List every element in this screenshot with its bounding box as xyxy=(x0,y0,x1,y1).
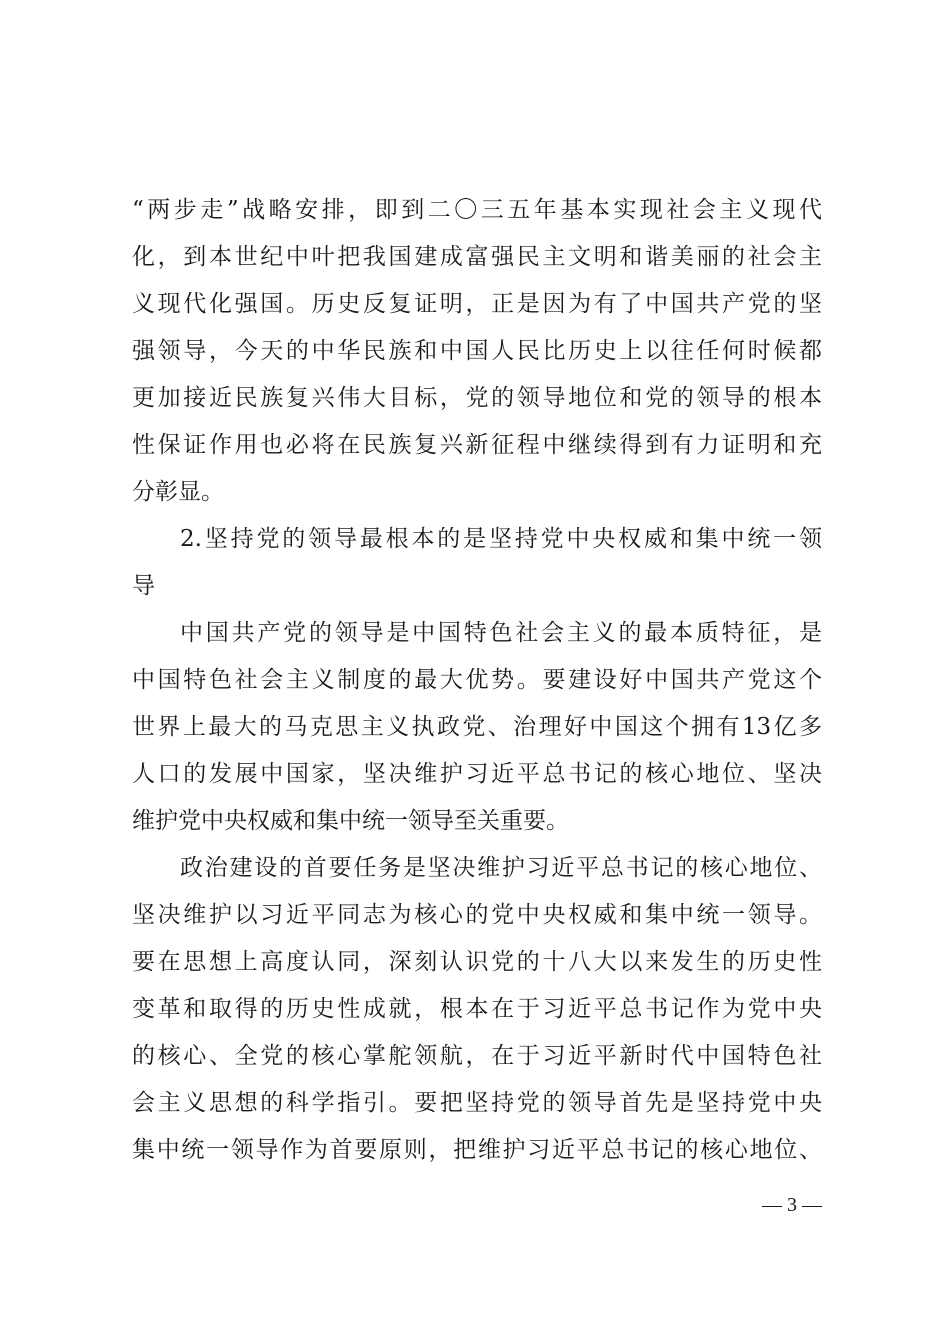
text-line: 世界上最大的马克思主义执政党、治理好中国这个拥有13亿多 xyxy=(132,714,822,740)
text-line: “两步走”战略安排，即到二〇三五年基本实现社会主义现代 xyxy=(132,197,822,223)
text-line: 强领导，今天的中华民族和中国人民比历史上以往任何时候都 xyxy=(132,338,822,364)
text-line: 人口的发展中国家，坚决维护习近平总书记的核心地位、坚决 xyxy=(132,761,822,787)
section-heading: 2.坚持党的领导最根本的是坚持党中央权威和集中统一领 xyxy=(180,526,822,552)
text-line: 政治建设的首要任务是坚决维护习近平总书记的核心地位、 xyxy=(180,855,822,881)
text-line: 化，到本世纪中叶把我国建成富强民主文明和谐美丽的社会主 xyxy=(132,244,822,270)
text-line: 集中统一领导作为首要原则，把维护习近平总书记的核心地位、 xyxy=(132,1137,822,1163)
text-line: 的核心、全党的核心掌舵领航，在于习近平新时代中国特色社 xyxy=(132,1043,822,1069)
text-line: 义现代化强国。历史反复证明，正是因为有了中国共产党的坚 xyxy=(132,291,822,317)
page-number: — 3 — xyxy=(762,1194,822,1216)
text-line: 要在思想上高度认同，深刻认识党的十八大以来发生的历史性 xyxy=(132,949,822,975)
text-line: 分彰显。 xyxy=(132,479,224,505)
text-line: 变革和取得的历史性成就，根本在于习近平总书记作为党中央 xyxy=(132,996,822,1022)
section-heading: 导 xyxy=(132,573,155,599)
text-line: 会主义思想的科学指引。要把坚持党的领导首先是坚持党中央 xyxy=(132,1090,822,1116)
text-line: 中国共产党的领导是中国特色社会主义的最本质特征，是 xyxy=(180,620,822,646)
text-line: 维护党中央权威和集中统一领导至关重要。 xyxy=(132,808,569,834)
text-line: 中国特色社会主义制度的最大优势。要建设好中国共产党这个 xyxy=(132,667,822,693)
text-line: 坚决维护以习近平同志为核心的党中央权威和集中统一领导。 xyxy=(132,902,822,928)
text-line: 性保证作用也必将在民族复兴新征程中继续得到有力证明和充 xyxy=(132,432,822,458)
text-line: 更加接近民族复兴伟大目标，党的领导地位和党的领导的根本 xyxy=(132,385,822,411)
